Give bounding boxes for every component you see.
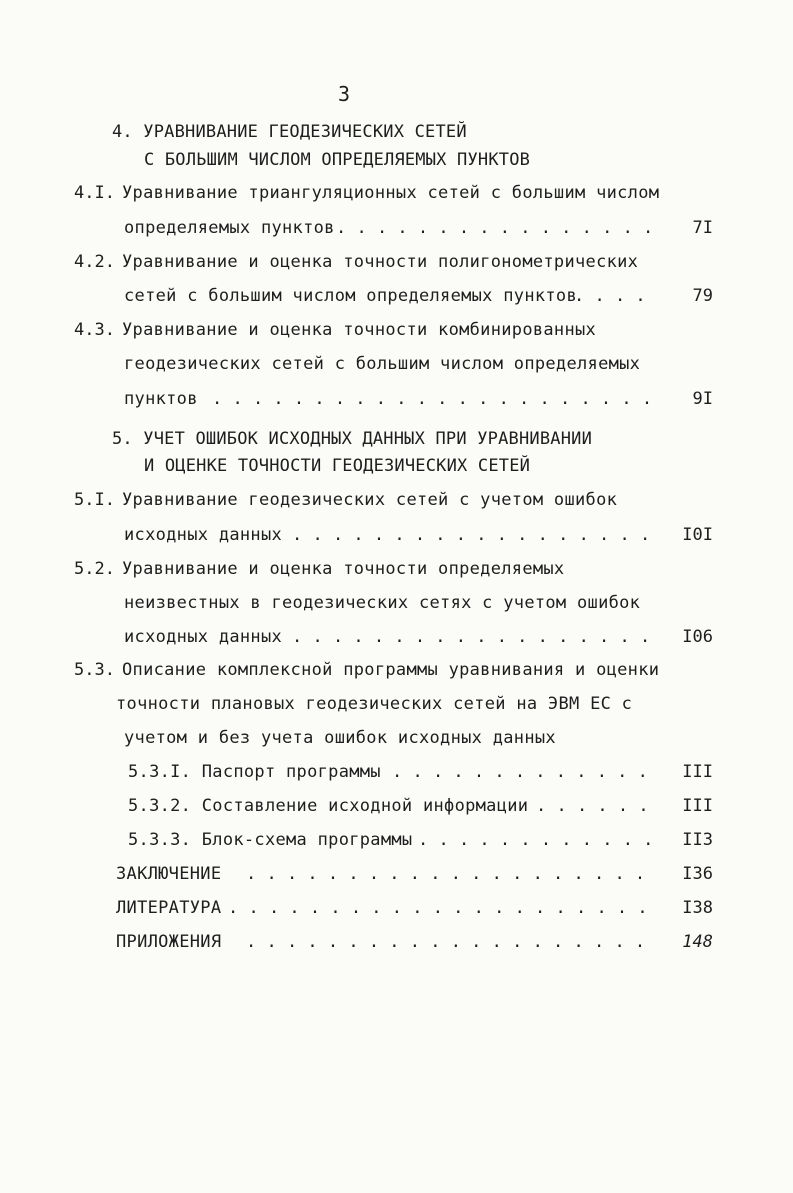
entry-5-3-number: 5.3.	[74, 660, 115, 680]
entry-4-3-line3: пунктов	[124, 389, 198, 409]
entry-4-3-line2: геодезических сетей с большим числом определяемых	[124, 354, 641, 374]
section-4-title-line2: С БОЛЬШИМ ЧИСЛОМ ОПРЕДЕЛЯЕМЫХ ПУНКТОВ	[144, 150, 531, 170]
leader-dots	[574, 286, 658, 306]
subentry-5-3-2-page: III	[682, 796, 713, 816]
entry-4-2-line1: Уравнивание и оценка точности полигонометрических	[122, 252, 639, 272]
leader-dots	[392, 762, 658, 782]
section-5-title-line2: И ОЦЕНКЕ ТОЧНОСТИ ГЕОДЕЗИЧЕСКИХ СЕТЕЙ	[144, 456, 531, 476]
leader-dots	[292, 627, 658, 647]
section-4-title-line1: 4. УРАВНИВАНИЕ ГЕОДЕЗИЧЕСКИХ СЕТЕЙ	[112, 122, 467, 142]
entry-4-1-line1: Уравнивание триангуляционных сетей с большим числом	[122, 183, 660, 203]
entry-5-2-page: I06	[682, 627, 713, 647]
leader-dots	[228, 898, 658, 918]
entry-4-2-line2: сетей с большим числом определяемых пунктов	[124, 286, 577, 306]
entry-4-2-number: 4.2.	[74, 252, 115, 272]
literature-page: I38	[682, 898, 713, 918]
subentry-5-3-3-page: II3	[682, 830, 713, 850]
leader-dots	[292, 525, 658, 545]
leader-dots	[336, 218, 658, 238]
entry-5-3-line2: точности плановых геодезических сетей на ЭВМ ЕС с	[116, 694, 633, 714]
entry-5-2-line3: исходных данных	[124, 627, 283, 647]
entry-5-1-page: I0I	[682, 525, 713, 545]
entry-5-1-number: 5.I.	[74, 490, 115, 510]
entry-4-1-line2: определяемых пунктов	[124, 218, 335, 238]
entry-4-3-line1: Уравнивание и оценка точности комбинированных	[122, 320, 597, 340]
leader-dots	[246, 932, 658, 952]
entry-5-2-line1: Уравнивание и оценка точности определяемых	[122, 559, 565, 579]
entry-4-1-number: 4.I.	[74, 183, 115, 203]
conclusion-page: I36	[682, 864, 713, 884]
subentry-5-3-1-page: III	[682, 762, 713, 782]
entry-5-2-line2: неизвестных в геодезических сетях с учетом ошибок	[124, 593, 641, 613]
page-number: 3	[338, 82, 351, 106]
entry-5-2-number: 5.2.	[74, 559, 115, 579]
entry-5-3-line1: Описание комплексной программы уравнивания и оценки	[122, 660, 660, 680]
entry-4-3-number: 4.3.	[74, 320, 115, 340]
leader-dots	[418, 830, 658, 850]
appendices-label: ПРИЛОЖЕНИЯ	[116, 932, 222, 952]
appendices-page: 148	[682, 932, 713, 952]
subentry-5-3-1-label: 5.3.I. Паспорт программы	[128, 762, 381, 782]
subentry-5-3-3-label: 5.3.3. Блок-схема программы	[128, 830, 413, 850]
subentry-5-3-2-label: 5.3.2. Составление исходной информации	[128, 796, 529, 816]
entry-5-3-line3: учетом и без учета ошибок исходных данных	[124, 728, 556, 748]
leader-dots	[246, 864, 658, 884]
section-5-title-line1: 5. УЧЕТ ОШИБОК ИСХОДНЫХ ДАННЫХ ПРИ УРАВНИВАНИИ	[112, 429, 593, 449]
literature-label: ЛИТЕРАТУРА	[116, 898, 222, 918]
entry-4-1-page: 7I	[692, 218, 713, 238]
entry-4-2-page: 79	[692, 286, 713, 306]
leader-dots	[536, 796, 658, 816]
entry-4-3-page: 9I	[692, 389, 713, 409]
leader-dots	[212, 389, 658, 409]
entry-5-1-line1: Уравнивание геодезических сетей с учетом ошибок	[122, 490, 618, 510]
entry-5-1-line2: исходных данных	[124, 525, 283, 545]
conclusion-label: ЗАКЛЮЧЕНИЕ	[116, 864, 222, 884]
